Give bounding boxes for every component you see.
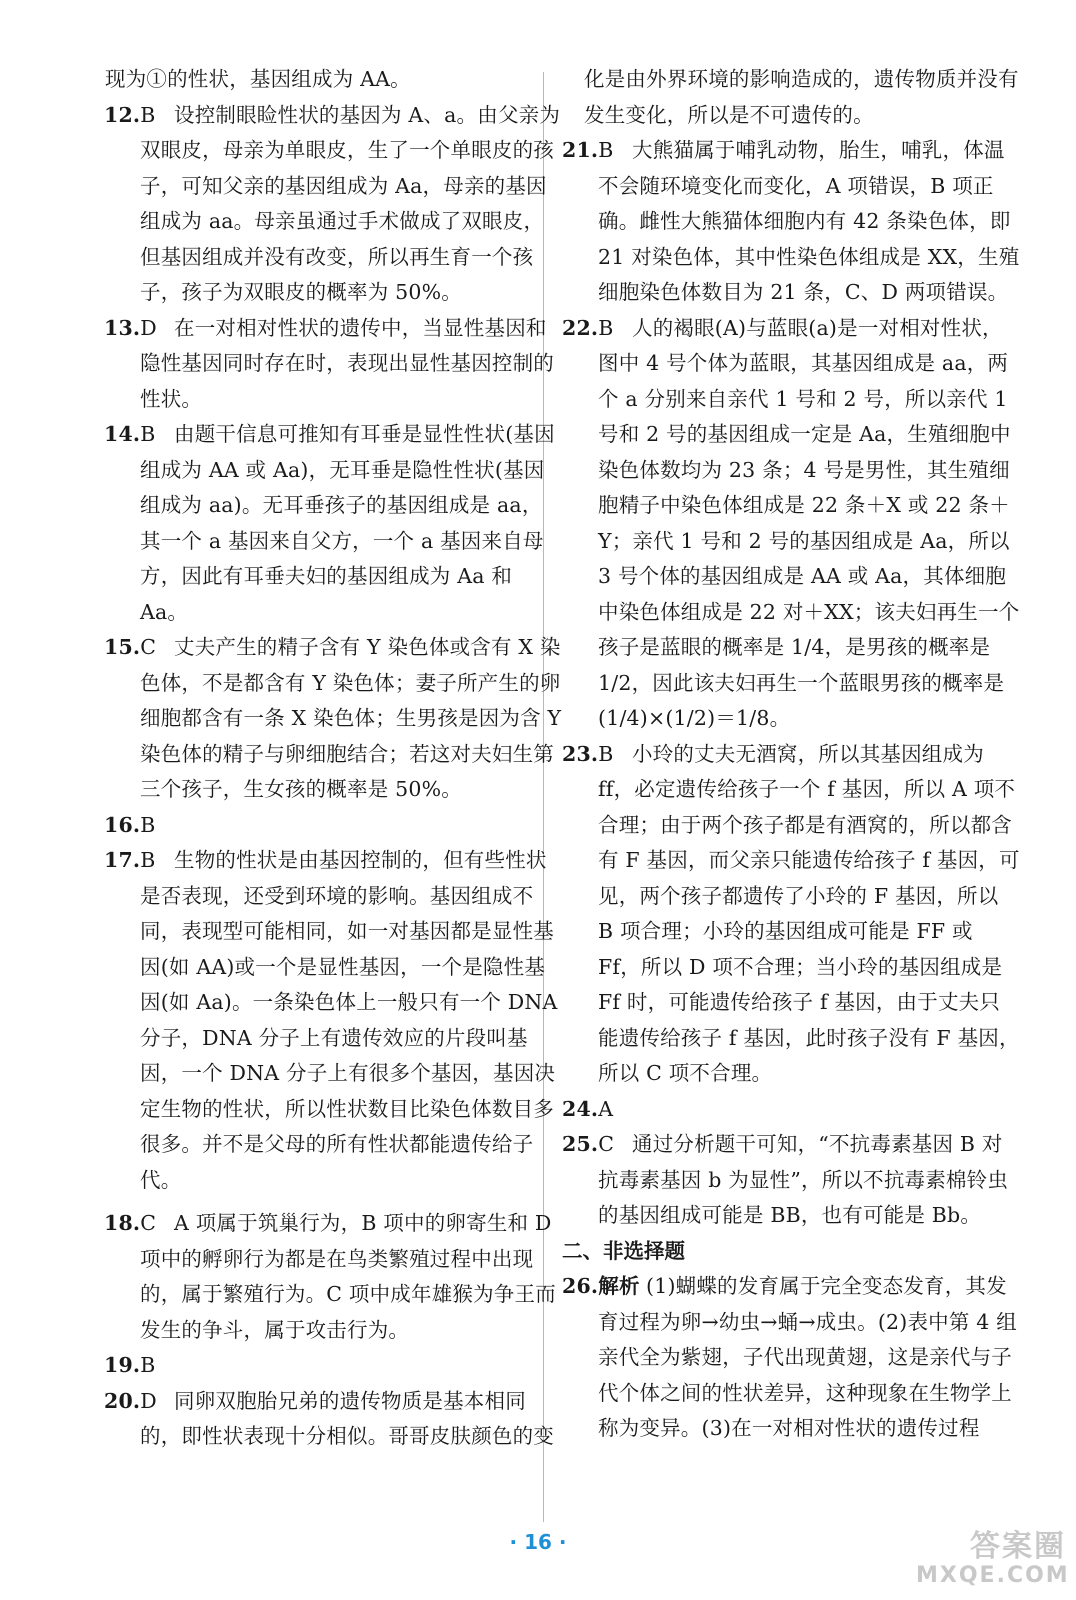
question-number: 24. — [562, 1096, 599, 1121]
section-heading: 二、非选择题 — [562, 1238, 685, 1263]
answer-choice: B — [140, 102, 156, 127]
answer-item-21 — [562, 133, 1020, 311]
question-number: 25. — [562, 1132, 599, 1156]
answer-item-15 — [104, 630, 562, 808]
answer-item-24 — [562, 1092, 1020, 1128]
answer-item-22 — [562, 311, 1020, 737]
answer-item-14 — [104, 417, 562, 630]
answer-item-13 — [104, 311, 562, 418]
answer-item-18 — [104, 1206, 562, 1348]
answer-choice: D — [140, 1388, 157, 1413]
answer-item-17 — [104, 843, 562, 1198]
explanation: 大熊猫属于哺乳动物，胎生，哺乳，体温不会随环境变化而变化，A 项错误，B 项正确。雌性大熊猫体细胞内有 42 条染色体，即 21 对染色体，其中性染色体组成是 XX，生殖细胞染色体数目为 21 条，C、D 两项错误。 — [598, 138, 1020, 304]
answer-item-23 — [562, 737, 1020, 1092]
answer-item-19 — [104, 1348, 562, 1384]
question-number: 12. — [104, 102, 141, 127]
explanation: (1)蝴蝶的发育属于完全变态发育，其发育过程为卵→幼虫→蛹→成虫。(2)表中第 4 组亲代全为紫翅，子代出现黄翅，这是亲代与子代个体之间的性状差异，这种现象在生物学上称为变异。(3)在一对相对性状的遗传过程 — [598, 1274, 1017, 1440]
continued-text-left: 现为①的性状，基因组成为 AA。 — [105, 67, 411, 91]
answer-choice: B — [598, 741, 614, 766]
answer-choice: C — [140, 1211, 157, 1235]
question-number: 18. — [104, 1211, 141, 1235]
answer-choice: B — [140, 1353, 156, 1377]
question-number: 19. — [104, 1353, 141, 1377]
answer-choice: B — [140, 848, 156, 872]
explanation: 通过分析题干可知，“不抗毒素基因 B 对抗毒素基因 b 为显性”，所以不抗毒素棉铃虫的基因组成可能是 BB，也有可能是 Bb。 — [598, 1132, 1009, 1227]
question-number: 23. — [562, 741, 599, 766]
answer-item-20 — [104, 1384, 562, 1455]
answer-choice: B — [140, 812, 156, 837]
question-number: 26. — [562, 1274, 599, 1298]
watermark-logo — [916, 1529, 1070, 1592]
answer-choice: B — [140, 422, 156, 446]
answer-choice: D — [140, 315, 157, 340]
explanation: 在一对相对性状的遗传中，当显性基因和隐性基因同时存在时，表现出显性基因控制的性状。 — [140, 315, 554, 411]
answer-item-26 — [562, 1269, 1020, 1447]
left-column — [104, 62, 562, 1455]
question-number: 15. — [104, 635, 141, 659]
answer-choice: B — [598, 315, 614, 340]
explanation: 丈夫产生的精子含有 Y 染色体或含有 X 染色体，不是都含有 Y 染色体；妻子所产生的卵细胞都含有一条 X 染色体；生男孩是因为含 Y 染色体的精子与卵细胞结合；若这对夫妇生第三个孩子，生女孩的概率是 50%。 — [140, 635, 562, 801]
question-number: 17. — [104, 848, 141, 872]
question-number: 22. — [562, 315, 599, 340]
explanation: A 项属于筑巢行为，B 项中的卵寄生和 D 项中的孵卵行为都是在鸟类繁殖过程中出现的，属于繁殖行为。C 项中成年雄猴为争王而发生的争斗，属于攻击行为。 — [140, 1211, 556, 1342]
answer-choice: C — [140, 635, 157, 659]
question-number: 14. — [104, 422, 141, 446]
page-number: · 16 · — [509, 1530, 567, 1554]
explanation: 人的褐眼(A)与蓝眼(a)是一对相对性状，图中 4 号个体为蓝眼，其基因组成是 aa，两个 a 分别来自亲代 1 号和 2 号，所以亲代 1 号和 2 号的基因组成一定是 Aa，生殖细胞中染色体数均为 23 条；4 号是男性，其生殖细胞精子中染色体组成是 22 条＋X 或 22 条＋Y；亲代 1 号和 2 号的基因组成是 Aa，所以 3 号个体的基因组成是 AA 或 Aa，其体细胞中染色体组成是 22 对＋XX；该夫妇再生一个孩子是蓝眼的概率是 1/4，是男孩的概率是 1/2，因此该夫妇再生一个蓝眼男孩的概率是(1/4)×(1/2)＝1/8。 — [598, 315, 1020, 730]
answer-choice: A — [598, 1096, 614, 1121]
answer-choice: B — [598, 138, 614, 162]
answer-item-25 — [562, 1127, 1020, 1234]
continued-text-right: 化是由外界环境的影响造成的，遗传物质并没有发生变化，所以是不可遗传的。 — [584, 67, 1019, 127]
question-number: 21. — [562, 138, 599, 162]
explanation: 小玲的丈夫无酒窝，所以其基因组成为 ff，必定遗传给孩子一个 f 基因，所以 A 项不合理；由于两个孩子都是有酒窝的，所以都含有 F 基因，而父亲只能遗传给孩子 f 基因，可见，两个孩子都遗传了小玲的 F 基因，所以 B 项合理；小玲的基因组成可能是 FF 或 Ff，所以 D 项不合理；当小玲的基因组成是 Ff 时，可能遗传给孩子 f 基因，由于丈夫只能遗传给孩子 f 基因，此时孩子没有 F 基因，所以 C 项不合理。 — [598, 741, 1020, 1085]
right-column — [562, 62, 1020, 1447]
explanation: 设控制眼睑性状的基因为 A、a。由父亲为双眼皮，母亲为单眼皮，生了一个单眼皮的孩子，可知父亲的基因组成为 Aa，母亲的基因组成为 aa。母亲虽通过手术做成了双眼皮，但基因组成并没有改变，所以再生育一个孩子，孩子为双眼皮的概率为 50%。 — [140, 102, 561, 304]
question-number: 13. — [104, 315, 141, 340]
question-number: 20. — [104, 1388, 141, 1413]
watermark-bottom: MXQE.COM — [916, 1563, 1070, 1588]
question-number: 16. — [104, 812, 141, 837]
explanation: 同卵双胞胎兄弟的遗传物质是基本相同的，即性状表现十分相似。哥哥皮肤颜色的变 — [140, 1388, 554, 1448]
answer-label: 解析 — [598, 1274, 640, 1298]
answer-choice: C — [598, 1132, 615, 1156]
watermark-top: 答案圈 — [970, 1529, 1066, 1564]
answer-item-16 — [104, 808, 562, 844]
explanation: 由题干信息可推知有耳垂是显性性状(基因组成为 AA 或 Aa)，无耳垂是隐性性状(基因组成为 aa)。无耳垂孩子的基因组成是 aa，其一个 a 基因来自父方，一个 a 基因来自母方，因此有耳垂夫妇的基因组成为 Aa 和 Aa。 — [140, 422, 555, 624]
explanation: 生物的性状是由基因控制的，但有些性状是否表现，还受到环境的影响。基因组成不同，表现型可能相同，如一对基因都是显性基因(如 AA)或一个是显性基因，一个是隐性基因(如 Aa)。一条染色体上一般只有一个 DNA 分子，DNA 分子上有遗传效应的片段叫基因，一个 DNA 分子上有很多个基因，基因决定生物的性状，所以性状数目比染色体数目多很多。并不是父母的所有性状都能遗传给子代。 — [140, 848, 558, 1192]
answer-item-12 — [104, 98, 562, 311]
